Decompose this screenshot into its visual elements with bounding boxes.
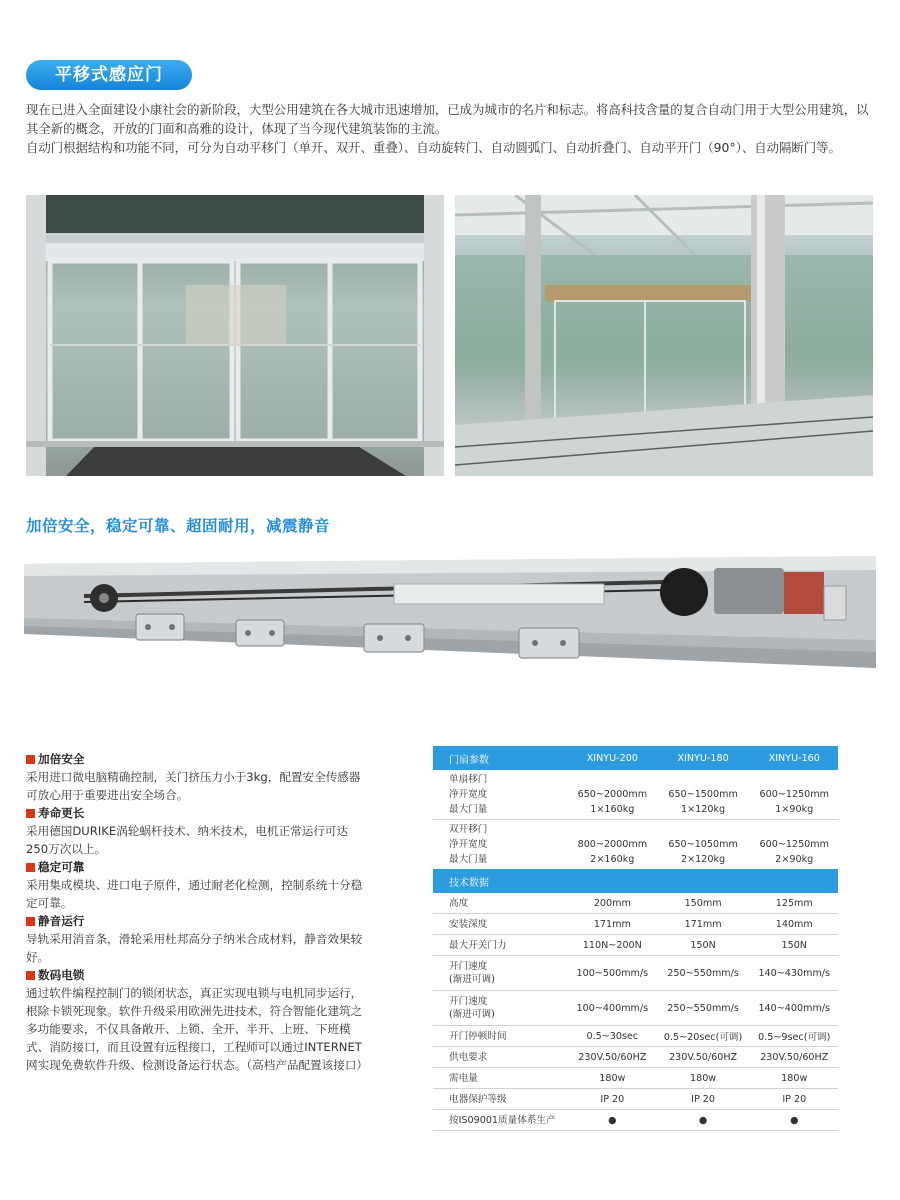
cell: 0.5~20sec(可调) [656,1026,751,1047]
feature-item [26,804,366,858]
cell: 650~1500mm [668,789,738,800]
door-photo-side [455,195,873,476]
cell: 0.5~9sec(可调) [751,1026,838,1047]
cell: ● [656,1110,751,1131]
cell: 150mm [656,893,751,914]
cell: 1×120kg [681,804,726,815]
cell: 250~550mm/s [656,956,751,991]
square-bullet-icon [26,863,35,872]
tech-row [433,935,838,956]
feature-title: 加倍安全 [38,752,85,766]
operator-mechanism-drawing [24,556,876,686]
cell: 230V.50/60HZ [751,1047,838,1068]
tech-row [433,956,838,991]
row-label: 单扇移门 [449,774,488,785]
spec-table [433,746,838,1131]
feature-item [26,858,366,912]
door-photo-front-illustration [26,195,444,476]
square-bullet-icon [26,809,35,818]
cell: 180w [656,1068,751,1089]
tech-header-row [433,869,838,893]
cell: 1×90kg [775,804,814,815]
cell: 650~2000mm [577,789,648,800]
cell: 230V.50/60HZ [569,1047,656,1068]
feature-title: 寿命更长 [38,806,85,820]
tech-row [433,991,838,1026]
tech-rows [433,893,838,1131]
row-label: 电器保护等级 [433,1089,569,1110]
cell [569,772,656,787]
tech-row [433,1068,838,1089]
row-label: 安装深度 [433,914,569,935]
row-label: 双开移门 [449,824,488,835]
cell: 250~550mm/s [656,991,751,1026]
row-label: 净开宽度 [449,839,488,850]
cell: 0.5~30sec [569,1026,656,1047]
square-bullet-icon [26,917,35,926]
cell: 150N [751,935,838,956]
feature-body: 采用集成模块、进口电子原件，通过耐老化检测，控制系统十分稳定可靠。 [26,878,363,910]
row-label: 需电量 [433,1068,569,1089]
feature-body: 导轨采用消音条，滑轮采用杜邦高分子纳米合成材料，静音效果较好。 [26,932,363,964]
tech-row [433,1026,838,1047]
cell [751,822,838,837]
model-name: XINYU-200 [569,746,656,770]
cell: 180w [569,1068,656,1089]
page-title: 平移式感应门 [26,60,192,90]
cell: 200mm [569,893,656,914]
cell: 140~430mm/s [751,956,838,991]
cell: 600~1250mm [759,839,829,850]
row-label: 高度 [433,893,569,914]
row-label: 开门速度 (渐进可调) [433,956,569,991]
cell: 180w [751,1068,838,1089]
cell: 150N [656,935,751,956]
single-door-group [433,770,838,820]
cell: 2×90kg [775,854,814,865]
tech-row [433,1110,838,1131]
cell [656,822,751,837]
feature-title: 静音运行 [38,914,85,928]
tech-row [433,914,838,935]
row-label: 开门停顿时间 [433,1026,569,1047]
cell: IP 20 [656,1089,751,1110]
feature-item [26,966,369,1074]
intro-paragraph-2: 自动门根据结构和功能不同，可分为自动平移门（单开、双开、重叠）、自动旋转门、自动圆弧门、自动折叠门、自动平开门（90°）、自动隔断门等。 [26,140,841,155]
cell: 650~1050mm [668,839,738,850]
cell: IP 20 [751,1089,838,1110]
cell: 125mm [751,893,838,914]
cell: 1×160kg [590,804,635,815]
square-bullet-icon [26,755,35,764]
cell: 800~2000mm [577,839,648,850]
row-label: 最大开关门力 [433,935,569,956]
cell: ● [751,1110,838,1131]
feature-item [26,912,366,966]
row-label: 开门速度 (渐进可调) [433,991,569,1026]
operator-mechanism-illustration [24,556,876,686]
cell: 230V.50/60HZ [656,1047,751,1068]
intro-text [26,100,876,157]
cell: 2×160kg [590,854,635,865]
intro-paragraph-1: 现在已进入全面建设小康社会的新阶段，大型公用建筑在各大城市迅速增加，已成为城市的名片和标志。将高科技含量的复合自动门用于大型公用建筑，以其全新的概念，开放的门面和高雅的设计，体现了当今现代建筑装饰的主流。 [26,102,869,136]
feature-body: 通过软件编程控制门的锁闭状态，真正实现电锁与电机同步运行，根除卡锁死现象。软件升级采用欧洲先进技术，符合智能化建筑之多功能要求，不仅具备敞开、上锁、全开、半开、上班、下班模式、消防接口，而且设置有远程接口，工程师可以通过INTERNET网实现免费软件升级、检测设备运行状态。（高档产品配置该接口） [26,986,369,1072]
cell: 171mm [656,914,751,935]
double-door-group [433,820,838,870]
cell [656,772,751,787]
cell [751,772,838,787]
row-label: 最大门量 [449,854,488,865]
model-name: XINYU-160 [751,746,838,770]
cell: 140~400mm/s [751,991,838,1026]
feature-item [26,750,366,804]
cell: 100~500mm/s [569,956,656,991]
feature-body: 采用德国DURIKE涡轮蜗杆技术、纳米技术，电机正常运行可达250万次以上。 [26,824,349,856]
cell: 600~1250mm [759,789,829,800]
feature-title: 稳定可靠 [38,860,85,874]
row-label: 净开宽度 [449,789,488,800]
row-label: 最大门量 [449,804,488,815]
tech-row [433,1089,838,1110]
square-bullet-icon [26,971,35,980]
row-label: 供电要求 [433,1047,569,1068]
cell: 171mm [569,914,656,935]
spec-header-row [433,746,838,770]
spec-header-label: 门扇参数 [433,746,569,770]
cell: IP 20 [569,1089,656,1110]
feature-body: 采用进口微电脑精确控制，关门挤压力小于3kg，配置安全传感器可放心用于重要进出安全场合。 [26,770,361,802]
cell: 140mm [751,914,838,935]
cell: ● [569,1110,656,1131]
tech-row [433,1047,838,1068]
cell: 110N~200N [569,935,656,956]
door-photo-side-illustration [455,195,873,476]
cell: 100~400mm/s [569,991,656,1026]
feature-list [26,750,369,1074]
cell [569,822,656,837]
door-photo-front [26,195,444,476]
model-name: XINYU-180 [656,746,751,770]
row-label: 按IS09001质量体系生产 [433,1110,569,1131]
slogan: 加倍安全，稳定可靠、超固耐用，减震静音 [26,517,331,535]
feature-title: 数码电锁 [38,968,85,982]
tech-row [433,893,838,914]
cell: 2×120kg [681,854,726,865]
tech-header-label: 技术数据 [433,869,569,893]
